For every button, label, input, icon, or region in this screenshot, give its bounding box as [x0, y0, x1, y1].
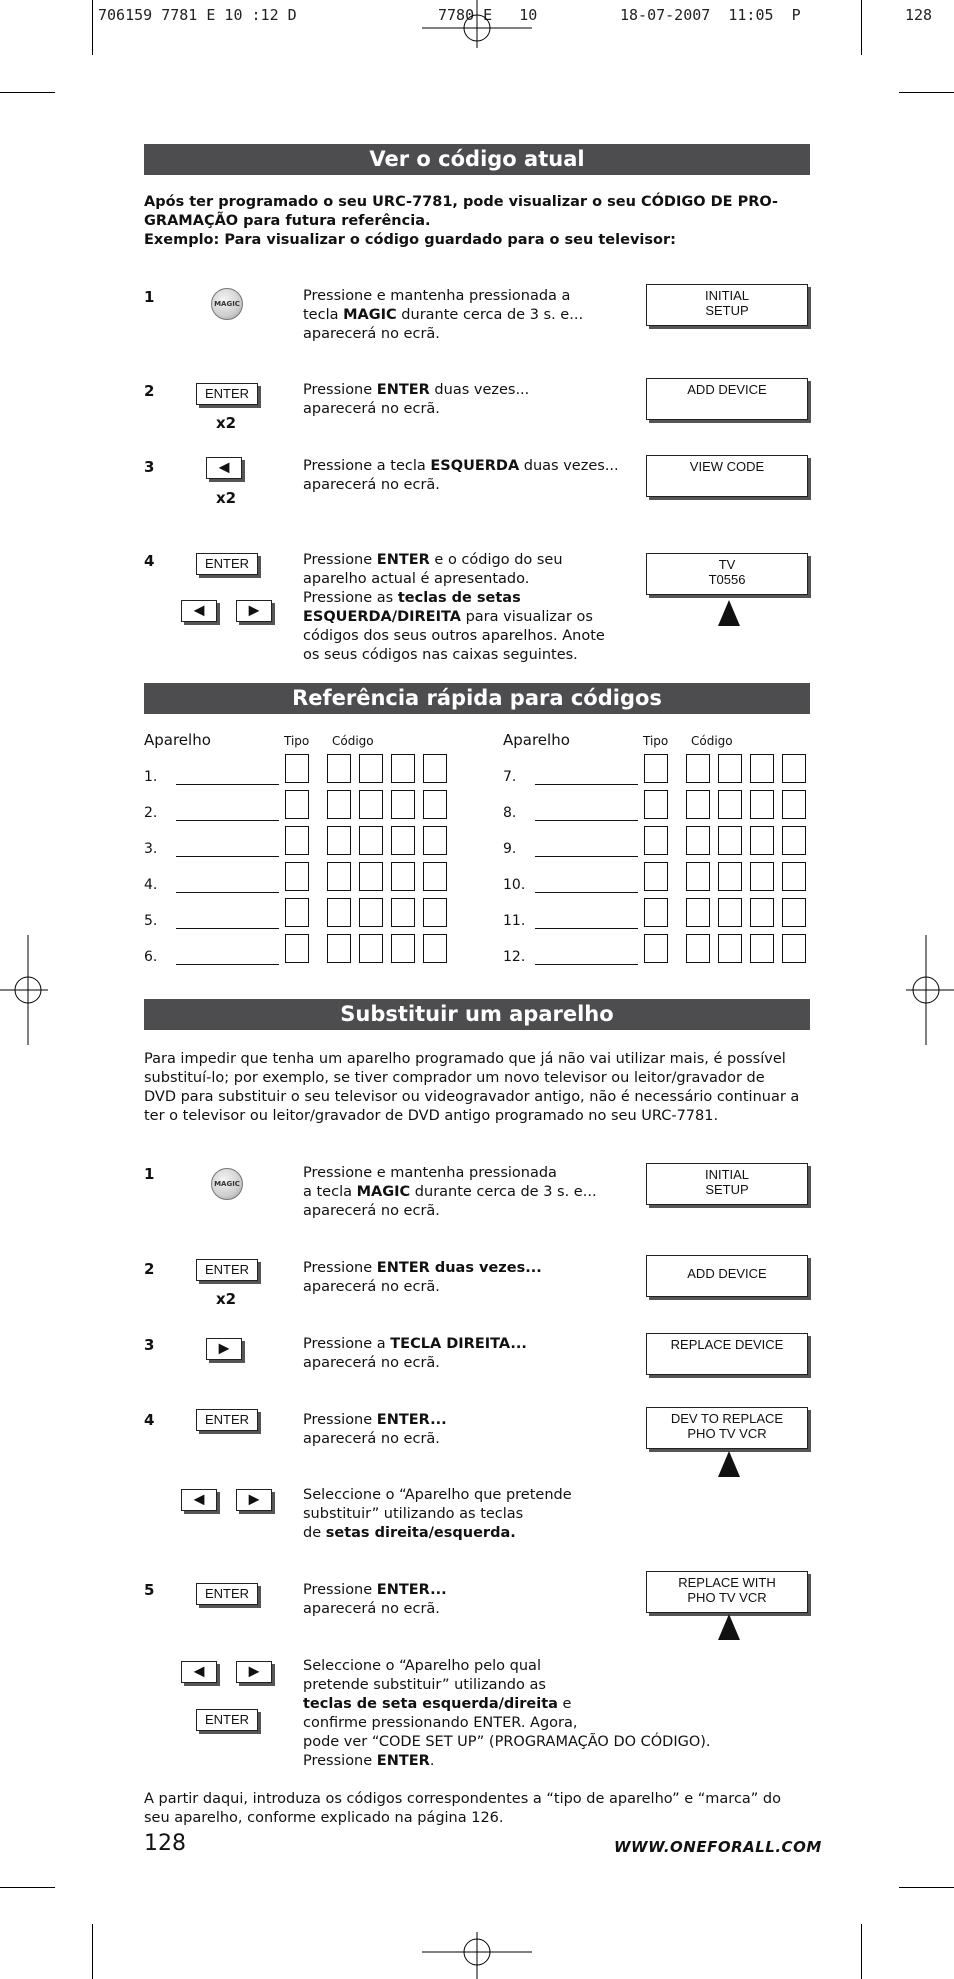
column-header-type: Tipo	[284, 734, 310, 748]
step-text: Pressione ENTER e o código do seu	[303, 552, 563, 568]
page-number: 128	[144, 1831, 186, 1856]
step-text: Pressione a TECLA DIREITA...	[303, 1336, 527, 1352]
intro-text: DVD para substituir o seu televisor ou videogravador antigo, não é necessário continuar a	[144, 1089, 800, 1105]
device-write-line[interactable]	[535, 964, 638, 965]
code-digit-box[interactable]	[327, 754, 351, 783]
lcd-display: TV T0556	[646, 553, 808, 595]
enter-key[interactable]: ENTER	[196, 1259, 258, 1281]
step-text: Seleccione o “Aparelho pelo qual	[303, 1658, 541, 1674]
code-digit-box[interactable]	[686, 898, 710, 927]
code-digit-box[interactable]	[750, 862, 774, 891]
left-arrow-key-icon[interactable]: ◄	[181, 1661, 217, 1683]
left-arrow-key-icon[interactable]: ◄	[206, 457, 242, 479]
enter-key[interactable]: ENTER	[196, 383, 258, 405]
code-digit-box[interactable]	[782, 862, 806, 891]
step-text: os seus códigos nas caixas seguintes.	[303, 647, 578, 663]
type-box[interactable]	[644, 826, 668, 855]
step-text: confirme pressionando ENTER. Agora,	[303, 1715, 578, 1731]
step-text: Pressione ENTER...	[303, 1412, 447, 1428]
enter-key[interactable]: ENTER	[196, 1709, 258, 1731]
code-digit-box[interactable]	[359, 934, 383, 963]
code-digit-box[interactable]	[718, 826, 742, 855]
step-number: 2	[144, 1260, 155, 1278]
step-text: aparecerá no ecrã.	[303, 326, 440, 342]
type-box[interactable]	[644, 934, 668, 963]
code-digit-box[interactable]	[327, 826, 351, 855]
type-box[interactable]	[285, 934, 309, 963]
code-digit-box[interactable]	[359, 898, 383, 927]
crop-mark	[92, 1924, 93, 1979]
website-url[interactable]: WWW.ONEFORALL.COM	[614, 1838, 822, 1856]
type-box[interactable]	[285, 826, 309, 855]
step-number: 1	[144, 1165, 155, 1183]
lcd-display: INITIAL SETUP	[646, 284, 808, 326]
multiplier-label: x2	[216, 1290, 237, 1308]
right-arrow-key-icon[interactable]: ►	[236, 1489, 272, 1511]
step-number: 4	[144, 1411, 155, 1429]
code-digit-box[interactable]	[750, 934, 774, 963]
device-write-line[interactable]	[176, 964, 279, 965]
code-digit-box[interactable]	[359, 826, 383, 855]
code-digit-box[interactable]	[686, 754, 710, 783]
type-box[interactable]	[285, 754, 309, 783]
row-number: 9.	[503, 841, 517, 857]
code-digit-box[interactable]	[686, 862, 710, 891]
right-arrow-key-icon[interactable]: ►	[236, 1661, 272, 1683]
step-text: de setas direita/esquerda.	[303, 1525, 516, 1541]
device-write-line[interactable]	[535, 856, 638, 857]
crop-mark	[0, 1887, 55, 1888]
registration-mark-icon	[422, 0, 532, 48]
column-header-code: Código	[332, 734, 374, 748]
step-text: códigos dos seus outros aparelhos. Anote	[303, 628, 605, 644]
intro-text: Para impedir que tenha um aparelho programado que já não vai utilizar mais, é possível	[144, 1051, 786, 1067]
code-digit-box[interactable]	[423, 934, 447, 963]
enter-key[interactable]: ENTER	[196, 1409, 258, 1431]
code-digit-box[interactable]	[686, 790, 710, 819]
section-title-view-code: Ver o código atual	[144, 144, 810, 175]
code-digit-box[interactable]	[782, 898, 806, 927]
row-number: 11.	[503, 913, 526, 929]
type-box[interactable]	[644, 898, 668, 927]
row-number: 5.	[144, 913, 158, 929]
code-digit-box[interactable]	[327, 934, 351, 963]
type-box[interactable]	[285, 790, 309, 819]
device-write-line[interactable]	[535, 928, 638, 929]
step-number: 2	[144, 382, 155, 400]
lcd-display: ADD DEVICE	[646, 1255, 808, 1297]
step-text: a tecla MAGIC durante cerca de 3 s. e...	[303, 1184, 597, 1200]
step-text: aparecerá no ecrã.	[303, 1203, 440, 1219]
code-digit-box[interactable]	[782, 934, 806, 963]
step-text: substituir” utilizando as teclas	[303, 1506, 524, 1522]
slug-date: 18-07-2007 11:05 P	[620, 6, 801, 24]
step-text: aparecerá no ecrã.	[303, 401, 440, 417]
lcd-display: REPLACE DEVICE	[646, 1333, 808, 1375]
device-write-line[interactable]	[176, 820, 279, 821]
code-digit-box[interactable]	[782, 826, 806, 855]
code-digit-box[interactable]	[718, 934, 742, 963]
step-number: 3	[144, 458, 155, 476]
left-arrow-key-icon[interactable]: ◄	[181, 600, 217, 622]
code-digit-box[interactable]	[750, 790, 774, 819]
step-text: aparecerá no ecrã.	[303, 1431, 440, 1447]
row-number: 6.	[144, 949, 158, 965]
column-header-code: Código	[691, 734, 733, 748]
type-box[interactable]	[285, 898, 309, 927]
device-write-line[interactable]	[176, 784, 279, 785]
step-text: aparecerá no ecrã.	[303, 477, 440, 493]
device-write-line[interactable]	[176, 892, 279, 893]
code-digit-box[interactable]	[391, 826, 415, 855]
right-arrow-key-icon[interactable]: ►	[236, 600, 272, 622]
step-text: Pressione ENTER.	[303, 1753, 435, 1769]
crop-mark	[861, 0, 862, 55]
left-arrow-key-icon[interactable]: ◄	[181, 1489, 217, 1511]
slug-page: 128	[905, 6, 933, 24]
code-digit-box[interactable]	[391, 754, 415, 783]
crop-mark	[0, 92, 55, 93]
pointer-arrow-icon	[718, 600, 740, 626]
step-text: Pressione e mantenha pressionada a	[303, 288, 571, 304]
column-header-device: Aparelho	[144, 731, 211, 749]
row-number: 10.	[503, 877, 526, 893]
multiplier-label: x2	[216, 489, 237, 507]
step-text: Pressione e mantenha pressionada	[303, 1165, 557, 1181]
pointer-arrow-icon	[718, 1614, 740, 1640]
outro-text: A partir daqui, introduza os códigos correspondentes a “tipo de aparelho” e “marca” do	[144, 1791, 782, 1807]
step-text: aparecerá no ecrã.	[303, 1601, 440, 1617]
step-text: aparelho actual é apresentado.	[303, 571, 530, 587]
device-write-line[interactable]	[176, 856, 279, 857]
step-text: Pressione ENTER...	[303, 1582, 447, 1598]
row-number: 12.	[503, 949, 526, 965]
step-text: Seleccione o “Aparelho que pretende	[303, 1487, 572, 1503]
code-digit-box[interactable]	[359, 790, 383, 819]
section-title-quick-reference: Referência rápida para códigos	[144, 683, 810, 714]
row-number: 8.	[503, 805, 517, 821]
type-box[interactable]	[285, 862, 309, 891]
row-number: 4.	[144, 877, 158, 893]
code-digit-box[interactable]	[359, 754, 383, 783]
step-text: aparecerá no ecrã.	[303, 1355, 440, 1371]
code-digit-box[interactable]	[423, 754, 447, 783]
device-write-line[interactable]	[535, 892, 638, 893]
code-digit-box[interactable]	[782, 754, 806, 783]
step-text: pretende substituir” utilizando as	[303, 1677, 546, 1693]
step-text: ESQUERDA/DIREITA para visualizar os	[303, 609, 593, 625]
step-text: Pressione ENTER duas vezes...	[303, 1260, 542, 1276]
code-digit-box[interactable]	[391, 934, 415, 963]
type-box[interactable]	[644, 754, 668, 783]
step-text: tecla MAGIC durante cerca de 3 s. e...	[303, 307, 584, 323]
lcd-display: REPLACE WITH PHO TV VCR	[646, 1571, 808, 1613]
step-number: 4	[144, 552, 155, 570]
row-number: 7.	[503, 769, 517, 785]
step-number: 5	[144, 1581, 155, 1599]
code-digit-box[interactable]	[327, 790, 351, 819]
crop-mark	[92, 0, 93, 55]
column-header-type: Tipo	[643, 734, 669, 748]
code-digit-box[interactable]	[750, 754, 774, 783]
code-digit-box[interactable]	[391, 790, 415, 819]
magic-key-icon[interactable]: MAGIC	[211, 288, 243, 320]
crop-mark	[899, 1887, 954, 1888]
pointer-arrow-icon	[718, 1451, 740, 1477]
slug-mid: 7780 E 10	[438, 6, 538, 24]
code-digit-box[interactable]	[718, 754, 742, 783]
type-box[interactable]	[644, 862, 668, 891]
lcd-display: VIEW CODE	[646, 455, 808, 497]
row-number: 3.	[144, 841, 158, 857]
intro-text: substituí-lo; por exemplo, se tiver comprador um novo televisor ou leitor/gravador de	[144, 1070, 765, 1086]
code-digit-box[interactable]	[718, 898, 742, 927]
step-text: Pressione as teclas de setas	[303, 590, 521, 606]
outro-text: seu aparelho, conforme explicado na página 126.	[144, 1810, 504, 1826]
code-digit-box[interactable]	[327, 862, 351, 891]
step-text: pode ver “CODE SET UP” (PROGRAMAÇÃO DO CÓDIGO).	[303, 1734, 711, 1750]
crop-mark	[899, 92, 954, 93]
lcd-display: DEV TO REPLACE PHO TV VCR	[646, 1407, 808, 1449]
code-digit-box[interactable]	[391, 862, 415, 891]
registration-mark-icon	[422, 1932, 532, 1979]
code-digit-box[interactable]	[686, 826, 710, 855]
multiplier-label: x2	[216, 414, 237, 432]
type-box[interactable]	[644, 790, 668, 819]
code-digit-box[interactable]	[686, 934, 710, 963]
code-digit-box[interactable]	[327, 898, 351, 927]
code-digit-box[interactable]	[423, 826, 447, 855]
crop-mark	[861, 1924, 862, 1979]
code-digit-box[interactable]	[782, 790, 806, 819]
column-header-device: Aparelho	[503, 731, 570, 749]
enter-key[interactable]: ENTER	[196, 1583, 258, 1605]
intro-text: Exemplo: Para visualizar o código guardado para o seu televisor:	[144, 232, 676, 248]
code-digit-box[interactable]	[423, 862, 447, 891]
slug-job: 706159 7781 E 10 :12 D	[98, 6, 297, 24]
device-write-line[interactable]	[535, 784, 638, 785]
code-digit-box[interactable]	[423, 790, 447, 819]
code-digit-box[interactable]	[750, 826, 774, 855]
step-text: Pressione a tecla ESQUERDA duas vezes...	[303, 458, 619, 474]
intro-text: ter o televisor ou leitor/gravador de DVD antigo programado no seu URC-7781.	[144, 1108, 719, 1124]
right-arrow-key-icon[interactable]: ►	[206, 1338, 242, 1360]
code-digit-box[interactable]	[391, 898, 415, 927]
row-number: 1.	[144, 769, 158, 785]
magic-key-icon[interactable]: MAGIC	[211, 1168, 243, 1200]
device-write-line[interactable]	[535, 820, 638, 821]
enter-key[interactable]: ENTER	[196, 553, 258, 575]
step-text: Pressione ENTER duas vezes...	[303, 382, 530, 398]
intro-text: Após ter programado o seu URC-7781, pode visualizar o seu CÓDIGO DE PRO-	[144, 194, 779, 210]
code-digit-box[interactable]	[359, 862, 383, 891]
step-text: aparecerá no ecrã.	[303, 1279, 440, 1295]
intro-text: GRAMAÇÃO para futura referência.	[144, 213, 431, 229]
step-number: 1	[144, 288, 155, 306]
device-write-line[interactable]	[176, 928, 279, 929]
registration-mark-icon	[906, 935, 954, 1045]
code-digit-box[interactable]	[750, 898, 774, 927]
section-title-replace-device: Substituir um aparelho	[144, 999, 810, 1030]
registration-mark-icon	[0, 935, 48, 1045]
row-number: 2.	[144, 805, 158, 821]
code-digit-box[interactable]	[718, 790, 742, 819]
step-number: 3	[144, 1336, 155, 1354]
lcd-display: ADD DEVICE	[646, 378, 808, 420]
code-digit-box[interactable]	[718, 862, 742, 891]
step-text: teclas de seta esquerda/direita e	[303, 1696, 572, 1712]
code-digit-box[interactable]	[423, 898, 447, 927]
lcd-display: INITIAL SETUP	[646, 1163, 808, 1205]
